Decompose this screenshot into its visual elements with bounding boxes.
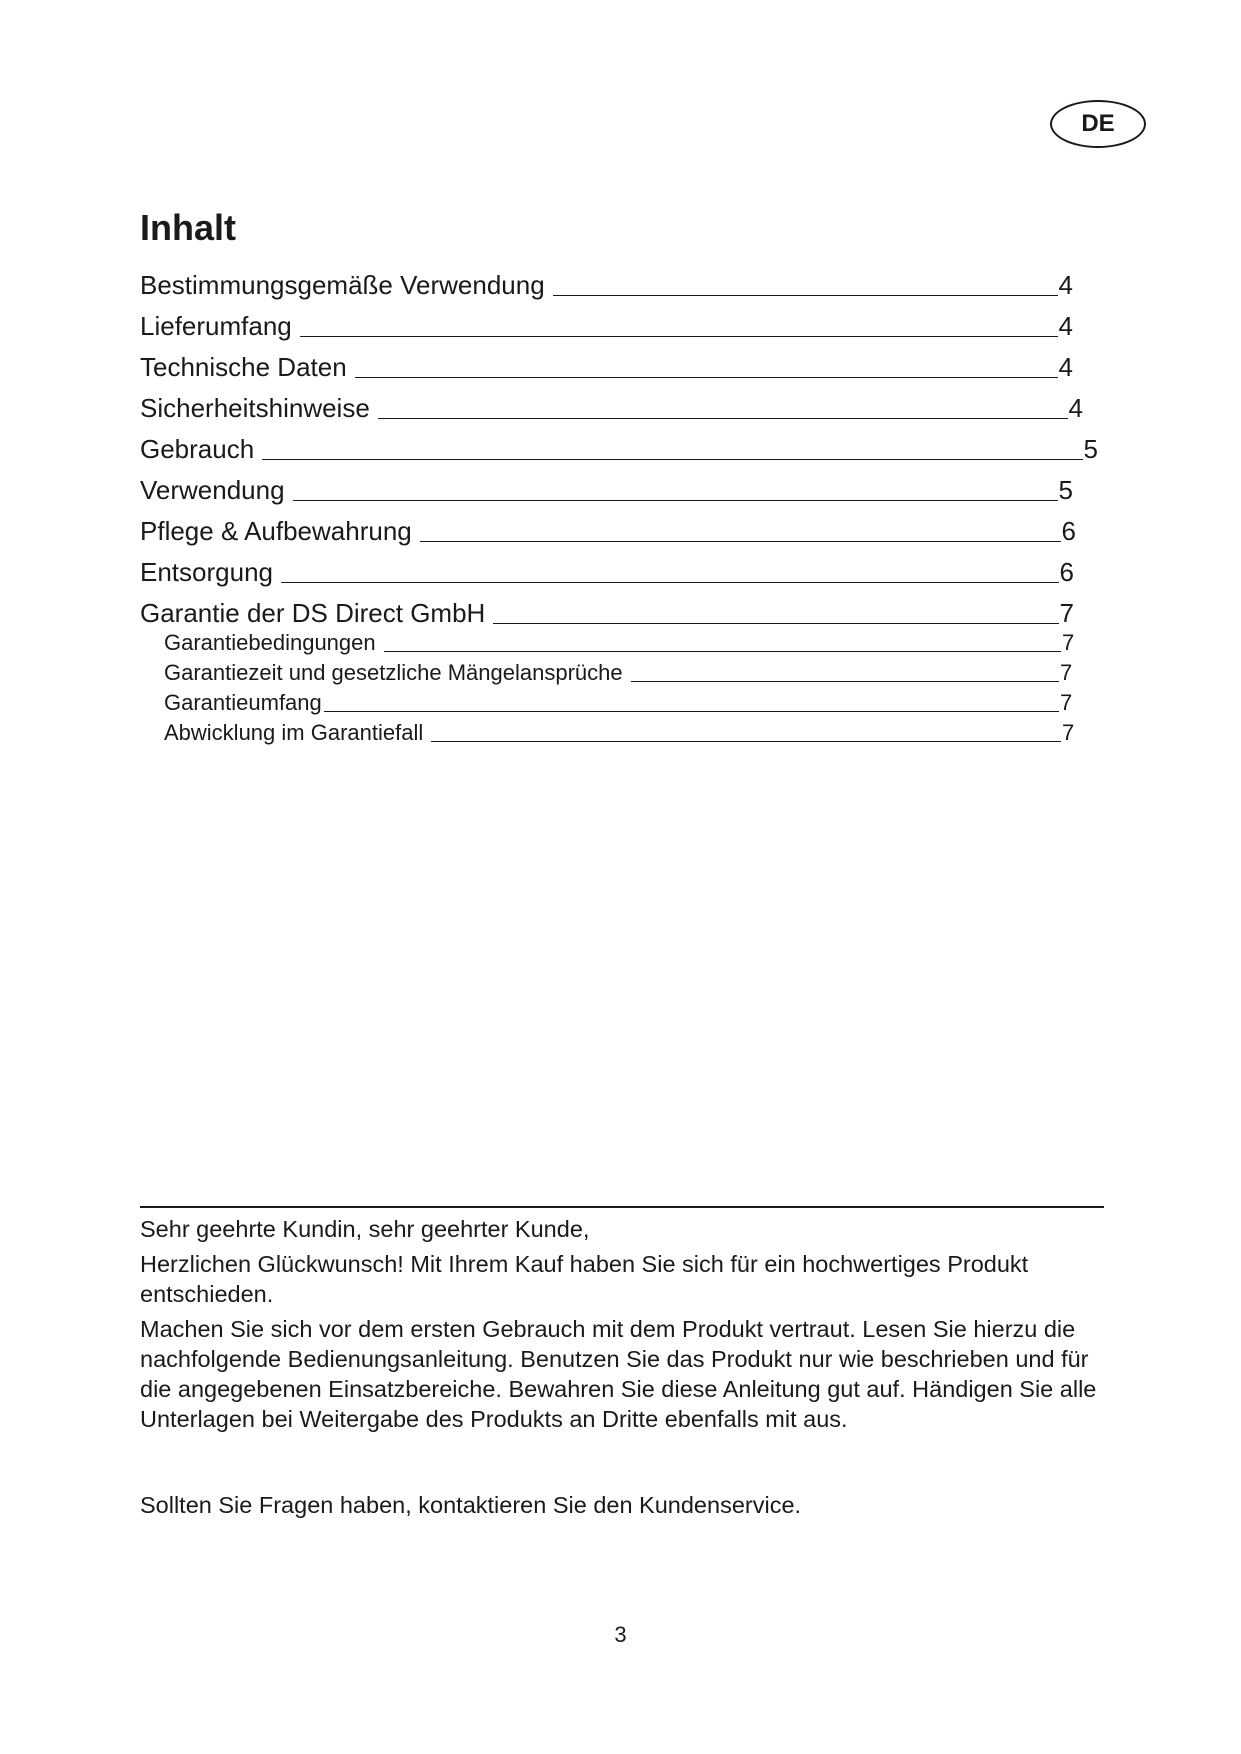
toc-leader: [262, 459, 1082, 460]
toc-leader: [493, 623, 1058, 624]
toc-entry[interactable]: [140, 557, 1074, 587]
toc-leader: [300, 336, 1058, 337]
toc-entry[interactable]: [140, 475, 1073, 505]
toc-sub-entry-page: 7: [1060, 660, 1073, 685]
toc-entry[interactable]: [140, 598, 1074, 628]
toc-entry-label: Garantie der DS Direct GmbH: [140, 598, 486, 628]
intro-paragraph: Herzlichen Glückwunsch! Mit Ihrem Kauf haben Sie sich für ein hochwertiges Produkt entschieden.: [140, 1251, 1029, 1307]
toc-entry-label: Pflege & Aufbewahrung: [140, 516, 412, 546]
toc-entry-page: 6: [1061, 516, 1076, 546]
toc-leader: [553, 295, 1058, 296]
toc-sub-entry-page: 7: [1062, 720, 1075, 745]
toc-entry[interactable]: [140, 516, 1076, 546]
toc-entry-page: 4: [1058, 270, 1073, 300]
toc-leader: [431, 741, 1061, 742]
toc-sub-entry[interactable]: [164, 690, 1074, 716]
toc-sub-entry[interactable]: [164, 630, 1076, 656]
toc-sub-entry-page: 7: [1060, 690, 1073, 715]
toc-sub-entry-label: Garantieumfang: [164, 690, 322, 715]
toc-entry-label: Entsorgung: [140, 557, 273, 587]
toc-entry[interactable]: [140, 352, 1073, 382]
toc-leader: [355, 377, 1058, 378]
toc-entry[interactable]: [140, 434, 1098, 464]
toc-leader: [420, 541, 1061, 542]
toc-entry-page: 5: [1083, 434, 1098, 464]
toc-leader: [324, 711, 1059, 712]
toc-entry-page: 4: [1068, 393, 1083, 423]
toc-leader: [378, 418, 1068, 419]
toc-leader: [281, 582, 1059, 583]
intro-paragraph: Sollten Sie Fragen haben, kontaktieren Sie den Kundenservice.: [140, 1492, 802, 1518]
toc-entry-label: Gebrauch: [140, 434, 255, 464]
toc-sub-entry-label: Garantiezeit und gesetzliche Mängelansprüche: [164, 660, 623, 685]
toc-leader: [631, 681, 1059, 682]
toc-entry-page: 7: [1059, 598, 1074, 628]
toc-entry-page: 4: [1058, 352, 1073, 382]
intro-paragraph: Machen Sie sich vor dem ersten Gebrauch mit dem Produkt vertraut. Lesen Sie hierzu die nachfolgende Bedienungsanleitung. Benutzen Sie das Produkt nur wie beschrieben und für die angegebenen Einsatzbereiche. Bewahren Sie diese Anleitung gut auf. Händigen Sie alle Unterlagen bei Weitergabe des Produkts an Dritte ebenfalls mit aus.: [140, 1316, 1097, 1432]
toc-entry[interactable]: [140, 270, 1073, 300]
toc-entry-page: 4: [1058, 311, 1073, 341]
section-divider: [140, 1206, 1104, 1208]
toc-sub-entry-label: Abwicklung im Garantiefall: [164, 720, 424, 745]
toc-entry-label: Technische Daten: [140, 352, 347, 382]
toc-sub-entry[interactable]: [164, 720, 1076, 746]
toc-leader: [384, 651, 1061, 652]
toc-leader: [293, 500, 1058, 501]
toc-sub-entry[interactable]: [164, 660, 1074, 686]
greeting: Sehr geehrte Kundin, sehr geehrter Kunde,: [140, 1216, 590, 1242]
toc-entry-label: Bestimmungsgemäße Verwendung: [140, 270, 545, 300]
toc-entry[interactable]: [140, 393, 1083, 423]
toc-entry-page: 5: [1058, 475, 1073, 505]
toc-title: Inhalt: [140, 207, 236, 248]
toc-entry[interactable]: [140, 311, 1073, 341]
page-number: 3: [614, 1622, 627, 1647]
toc-entry-label: Sicherheitshinweise: [140, 393, 370, 423]
toc-entry-label: Verwendung: [140, 475, 285, 505]
toc-entry-page: 6: [1059, 557, 1074, 587]
toc-sub-entry-label: Garantiebedingungen: [164, 630, 376, 655]
toc-sub-entry-page: 7: [1062, 630, 1075, 655]
language-badge: DE: [1050, 100, 1146, 148]
toc-entry-label: Lieferumfang: [140, 311, 292, 341]
